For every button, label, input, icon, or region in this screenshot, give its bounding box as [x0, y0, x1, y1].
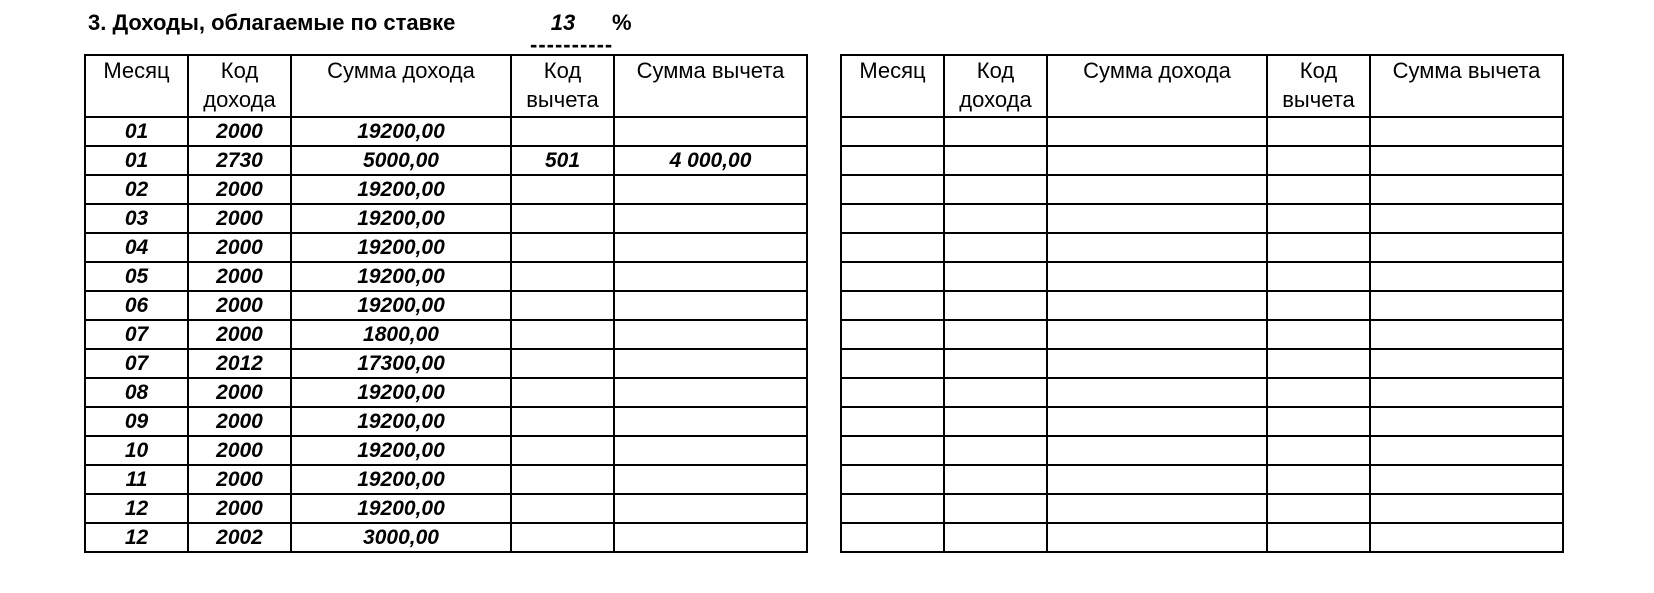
cell-deduction-code — [511, 291, 614, 320]
cell-income-code — [944, 291, 1047, 320]
cell-income-amount — [1047, 262, 1267, 291]
cell-month: 01 — [85, 146, 188, 175]
cell-deduction-code — [1267, 465, 1370, 494]
cell-month: 06 — [85, 291, 188, 320]
cell-income-code: 2000 — [188, 175, 291, 204]
cell-income-code: 2012 — [188, 349, 291, 378]
cell-income-code: 2000 — [188, 407, 291, 436]
cell-income-amount — [1047, 117, 1267, 146]
cell-deduction-amount — [614, 523, 807, 552]
table-row — [85, 204, 807, 233]
cell-month: 12 — [85, 523, 188, 552]
cell-month — [841, 117, 944, 146]
table-row — [85, 407, 807, 436]
cell-month: 05 — [85, 262, 188, 291]
cell-income-amount: 17300,00 — [291, 349, 511, 378]
table-row — [85, 233, 807, 262]
cell-income-code — [944, 378, 1047, 407]
table-row — [841, 233, 1563, 262]
cell-income-code: 2000 — [188, 233, 291, 262]
cell-income-code — [944, 204, 1047, 233]
table-row — [85, 262, 807, 291]
cell-income-amount — [1047, 494, 1267, 523]
cell-month: 07 — [85, 320, 188, 349]
cell-month — [841, 233, 944, 262]
cell-deduction-amount — [1370, 407, 1563, 436]
cell-income-code: 2000 — [188, 378, 291, 407]
cell-deduction-amount — [614, 320, 807, 349]
cell-income-code: 2730 — [188, 146, 291, 175]
table-row — [85, 523, 807, 552]
cell-income-code — [944, 175, 1047, 204]
cell-month: 08 — [85, 378, 188, 407]
cell-month — [841, 349, 944, 378]
cell-deduction-code — [511, 204, 614, 233]
tax-rate-value: 13 — [550, 10, 576, 35]
cell-deduction-code — [1267, 117, 1370, 146]
cell-income-amount: 19200,00 — [291, 204, 511, 233]
cell-deduction-amount — [614, 117, 807, 146]
cell-income-code — [944, 436, 1047, 465]
table-row — [841, 378, 1563, 407]
cell-income-amount — [1047, 349, 1267, 378]
income-table-left-body — [85, 117, 807, 552]
cell-income-code — [944, 494, 1047, 523]
tax-rate-underline: ---------- — [530, 32, 614, 57]
column-header-income-amount: Сумма дохода — [1047, 55, 1267, 117]
table-row — [841, 204, 1563, 233]
cell-month — [841, 378, 944, 407]
cell-income-amount: 19200,00 — [291, 291, 511, 320]
cell-income-amount: 19200,00 — [291, 407, 511, 436]
column-header-deduction-code: Код вычета — [511, 55, 614, 117]
table-row — [841, 146, 1563, 175]
cell-income-amount — [1047, 175, 1267, 204]
cell-deduction-amount — [1370, 117, 1563, 146]
cell-income-amount — [1047, 320, 1267, 349]
table-row — [85, 117, 807, 146]
cell-month — [841, 494, 944, 523]
cell-deduction-amount — [1370, 494, 1563, 523]
cell-income-amount — [1047, 523, 1267, 552]
cell-deduction-code — [511, 436, 614, 465]
table-row — [841, 349, 1563, 378]
cell-deduction-code — [1267, 204, 1370, 233]
cell-month: 12 — [85, 494, 188, 523]
cell-deduction-amount — [1370, 436, 1563, 465]
cell-deduction-amount — [1370, 465, 1563, 494]
cell-income-amount — [1047, 465, 1267, 494]
cell-income-code: 2000 — [188, 465, 291, 494]
cell-deduction-code — [511, 465, 614, 494]
cell-deduction-amount — [614, 204, 807, 233]
cell-deduction-amount — [614, 349, 807, 378]
column-header-income-code: Код дохода — [188, 55, 291, 117]
cell-income-amount: 19200,00 — [291, 436, 511, 465]
cell-income-amount — [1047, 146, 1267, 175]
table-row — [841, 436, 1563, 465]
cell-deduction-amount — [614, 291, 807, 320]
cell-deduction-code — [511, 407, 614, 436]
table-row — [85, 494, 807, 523]
table-row — [85, 146, 807, 175]
income-table-right-body — [841, 117, 1563, 552]
cell-deduction-code — [1267, 291, 1370, 320]
cell-month — [841, 204, 944, 233]
cell-deduction-amount — [614, 465, 807, 494]
table-row — [841, 523, 1563, 552]
cell-month — [841, 523, 944, 552]
cell-deduction-amount — [1370, 175, 1563, 204]
table-header-row — [841, 55, 1563, 117]
cell-income-code — [944, 262, 1047, 291]
table-row — [841, 494, 1563, 523]
table-row — [841, 320, 1563, 349]
cell-deduction-amount — [614, 378, 807, 407]
cell-month: 10 — [85, 436, 188, 465]
cell-income-code — [944, 146, 1047, 175]
cell-month: 11 — [85, 465, 188, 494]
cell-income-amount: 19200,00 — [291, 262, 511, 291]
cell-income-amount: 19200,00 — [291, 117, 511, 146]
cell-income-code: 2000 — [188, 436, 291, 465]
cell-deduction-code — [1267, 262, 1370, 291]
table-row — [841, 175, 1563, 204]
cell-deduction-code — [1267, 233, 1370, 262]
cell-income-code — [944, 523, 1047, 552]
cell-income-code — [944, 349, 1047, 378]
column-header-month: Месяц — [85, 55, 188, 117]
cell-month: 04 — [85, 233, 188, 262]
cell-deduction-amount — [1370, 204, 1563, 233]
cell-deduction-code — [1267, 407, 1370, 436]
table-row — [85, 465, 807, 494]
cell-deduction-code — [1267, 320, 1370, 349]
cell-income-amount — [1047, 407, 1267, 436]
cell-deduction-code — [511, 378, 614, 407]
cell-month — [841, 465, 944, 494]
cell-deduction-code — [511, 494, 614, 523]
cell-deduction-amount — [1370, 233, 1563, 262]
cell-month — [841, 146, 944, 175]
cell-income-code — [944, 465, 1047, 494]
cell-deduction-amount — [614, 233, 807, 262]
cell-income-amount — [1047, 233, 1267, 262]
column-header-deduction-amount: Сумма вычета — [614, 55, 807, 117]
cell-deduction-amount — [1370, 320, 1563, 349]
cell-income-code: 2000 — [188, 262, 291, 291]
section-title: 3. Доходы, облагаемые по ставке — [88, 10, 456, 35]
cell-deduction-code — [1267, 349, 1370, 378]
cell-deduction-code — [1267, 523, 1370, 552]
table-row — [841, 407, 1563, 436]
table-row — [85, 320, 807, 349]
cell-month: 02 — [85, 175, 188, 204]
cell-deduction-code — [511, 262, 614, 291]
cell-deduction-code — [1267, 436, 1370, 465]
cell-deduction-code — [511, 117, 614, 146]
cell-deduction-amount — [1370, 523, 1563, 552]
cell-income-amount: 19200,00 — [291, 494, 511, 523]
table-row — [841, 117, 1563, 146]
cell-month — [841, 436, 944, 465]
cell-month — [841, 291, 944, 320]
cell-income-amount — [1047, 378, 1267, 407]
cell-deduction-amount — [1370, 262, 1563, 291]
cell-deduction-code — [511, 320, 614, 349]
cell-deduction-amount — [1370, 146, 1563, 175]
cell-income-amount: 19200,00 — [291, 378, 511, 407]
cell-month: 01 — [85, 117, 188, 146]
cell-income-code: 2000 — [188, 291, 291, 320]
column-header-deduction-code: Код вычета — [1267, 55, 1370, 117]
table-row — [85, 436, 807, 465]
cell-income-code — [944, 407, 1047, 436]
cell-month — [841, 407, 944, 436]
cell-income-code: 2000 — [188, 204, 291, 233]
cell-income-code — [944, 320, 1047, 349]
cell-deduction-amount — [614, 175, 807, 204]
cell-deduction-amount — [1370, 378, 1563, 407]
cell-income-amount: 19200,00 — [291, 175, 511, 204]
cell-deduction-amount — [1370, 291, 1563, 320]
cell-income-amount — [1047, 204, 1267, 233]
cell-deduction-amount — [614, 436, 807, 465]
table-row — [85, 378, 807, 407]
cell-deduction-code — [511, 349, 614, 378]
cell-income-amount: 3000,00 — [291, 523, 511, 552]
cell-deduction-amount: 4 000,00 — [614, 146, 807, 175]
table-row — [85, 349, 807, 378]
table-row — [85, 291, 807, 320]
column-header-income-code: Код дохода — [944, 55, 1047, 117]
cell-month: 07 — [85, 349, 188, 378]
cell-deduction-amount — [614, 494, 807, 523]
cell-income-code — [944, 117, 1047, 146]
table-row — [841, 262, 1563, 291]
cell-month: 09 — [85, 407, 188, 436]
column-header-deduction-amount: Сумма вычета — [1370, 55, 1563, 117]
cell-income-code: 2002 — [188, 523, 291, 552]
cell-income-code: 2000 — [188, 320, 291, 349]
table-header-row — [85, 55, 807, 117]
cell-deduction-code — [1267, 494, 1370, 523]
cell-income-amount — [1047, 291, 1267, 320]
cell-deduction-code — [1267, 146, 1370, 175]
cell-income-amount — [1047, 436, 1267, 465]
cell-income-amount: 1800,00 — [291, 320, 511, 349]
cell-deduction-amount — [614, 407, 807, 436]
cell-month — [841, 175, 944, 204]
table-row — [841, 465, 1563, 494]
cell-deduction-code — [511, 175, 614, 204]
cell-deduction-amount — [614, 262, 807, 291]
cell-deduction-amount — [1370, 349, 1563, 378]
cell-deduction-code: 501 — [511, 146, 614, 175]
cell-income-code — [944, 233, 1047, 262]
column-header-income-amount: Сумма дохода — [291, 55, 511, 117]
cell-income-code: 2000 — [188, 117, 291, 146]
cell-deduction-code — [1267, 175, 1370, 204]
cell-income-code: 2000 — [188, 494, 291, 523]
cell-income-amount: 19200,00 — [291, 233, 511, 262]
income-table-left — [84, 54, 808, 553]
cell-month — [841, 262, 944, 291]
cell-income-amount: 5000,00 — [291, 146, 511, 175]
cell-month: 03 — [85, 204, 188, 233]
table-row — [85, 175, 807, 204]
cell-deduction-code — [511, 523, 614, 552]
cell-month — [841, 320, 944, 349]
income-table-right — [840, 54, 1564, 553]
cell-deduction-code — [511, 233, 614, 262]
column-header-month: Месяц — [841, 55, 944, 117]
tax-rate-unit: % — [612, 10, 632, 35]
cell-income-amount: 19200,00 — [291, 465, 511, 494]
table-row — [841, 291, 1563, 320]
cell-deduction-code — [1267, 378, 1370, 407]
